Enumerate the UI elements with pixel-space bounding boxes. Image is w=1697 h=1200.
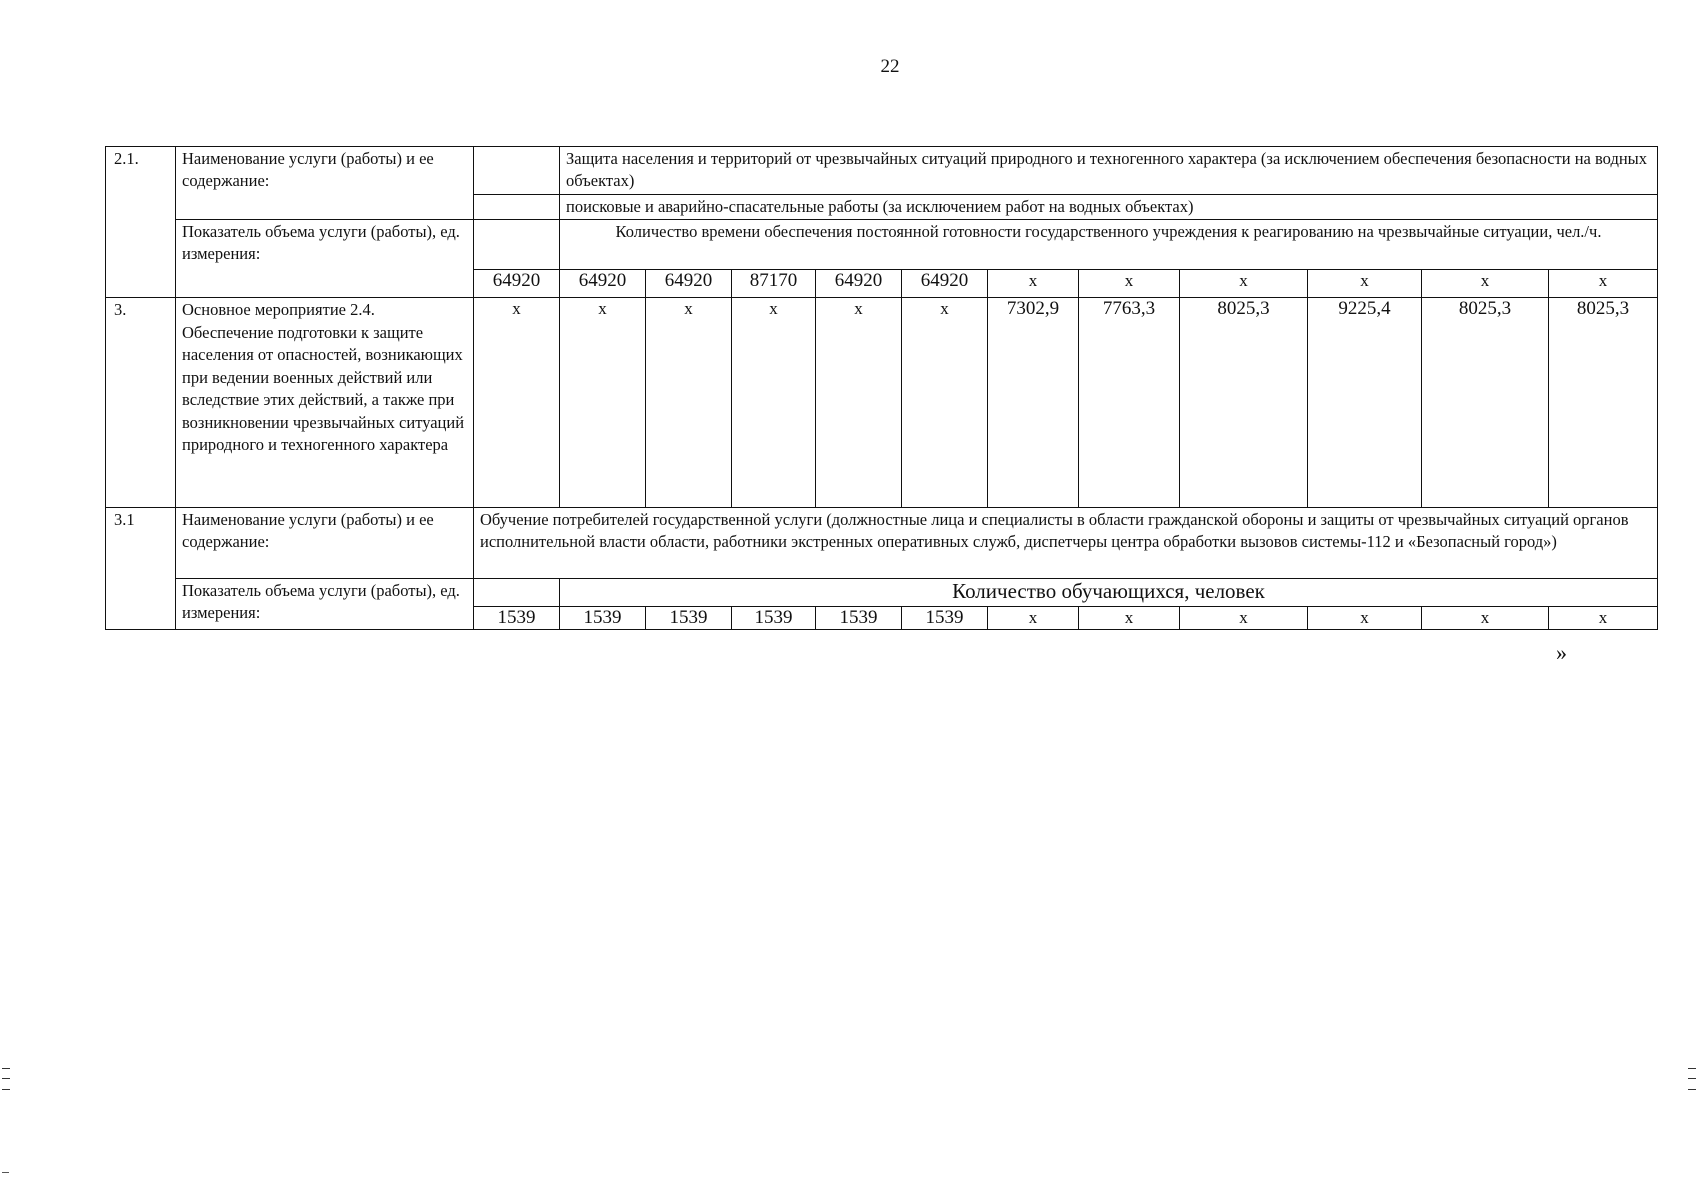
- value-cell: x: [1549, 270, 1658, 298]
- value-cell: x: [902, 298, 988, 508]
- row-number: 3.1: [106, 508, 176, 630]
- value-cell: 9225,4: [1308, 298, 1422, 508]
- value-cell: 8025,3: [1422, 298, 1549, 508]
- row-number: 3.: [106, 298, 176, 508]
- table-row: [106, 298, 1658, 508]
- value-cell: 1539: [560, 607, 646, 630]
- value-cell: 1539: [646, 607, 732, 630]
- value-cell: 8025,3: [1549, 298, 1658, 508]
- service-content: поисковые и аварийно-спасательные работы (за исключением работ на водных объектах): [560, 195, 1658, 220]
- value-cell: 64920: [646, 270, 732, 298]
- margin-dash-mark: [2, 1172, 9, 1173]
- value-cell: 1539: [732, 607, 816, 630]
- program-table: [105, 146, 1658, 630]
- value-cell: x: [1180, 270, 1308, 298]
- value-cell: 1539: [902, 607, 988, 630]
- value-cell: 64920: [902, 270, 988, 298]
- value-cell: 8025,3: [1180, 298, 1308, 508]
- indicator-label: Показатель объема услуги (работы), ед. измерения:: [176, 579, 474, 630]
- value-cell: x: [1308, 270, 1422, 298]
- value-cell: x: [1422, 607, 1549, 630]
- value-cell: 64920: [560, 270, 646, 298]
- table-row: [106, 147, 1658, 195]
- margin-tick-mark: [2, 1068, 10, 1090]
- value-cell: x: [646, 298, 732, 508]
- value-cell: x: [1180, 607, 1308, 630]
- row-number: 2.1.: [106, 147, 176, 298]
- value-cell: x: [1079, 607, 1180, 630]
- value-cell: x: [1422, 270, 1549, 298]
- value-cell: 87170: [732, 270, 816, 298]
- margin-tick-mark: [1688, 1068, 1696, 1090]
- value-cell: x: [560, 298, 646, 508]
- activity-title: Основное мероприятие 2.4. Обеспечение подготовки к защите населения от опасностей, возникающих при ведении военных действий или вследствие этих действий, а также при возникновении чрезвычайных ситуаций природного и техногенного характера: [176, 298, 474, 508]
- value-cell: x: [474, 298, 560, 508]
- value-cell: x: [816, 298, 902, 508]
- value-cell: x: [1549, 607, 1658, 630]
- value-cell: x: [988, 270, 1079, 298]
- service-name: Обучение потребителей государственной услуги (должностные лица и специалисты в области гражданской обороны и защиты от чрезвычайных ситуаций органов исполнительной власти области, работники экстренных оперативных служб, диспетчеры центра обработки вызовов системы-112 и «Безопасный город»): [474, 508, 1658, 579]
- value-cell: x: [1079, 270, 1180, 298]
- service-label: Наименование услуги (работы) и ее содержание:: [176, 147, 474, 220]
- closing-quote: »: [1556, 640, 1567, 665]
- service-name: Защита населения и территорий от чрезвычайных ситуаций природного и техногенного характера (за исключением обеспечения безопасности на водных объектах): [560, 147, 1658, 195]
- value-cell: 7763,3: [1079, 298, 1180, 508]
- value-cell: x: [732, 298, 816, 508]
- page-number: 22: [880, 56, 900, 77]
- indicator-name: Количество обучающихся, человек: [560, 579, 1658, 607]
- indicator-name: Количество времени обеспечения постоянной готовности государственного учреждения к реагированию на чрезвычайные ситуации, чел./ч.: [560, 220, 1658, 270]
- value-cell: 1539: [474, 607, 560, 630]
- value-cell: 1539: [816, 607, 902, 630]
- table-row: [106, 579, 1658, 607]
- value-cell: x: [1308, 607, 1422, 630]
- value-cell: 64920: [474, 270, 560, 298]
- service-label: Наименование услуги (работы) и ее содержание:: [176, 508, 474, 579]
- value-cell: x: [988, 607, 1079, 630]
- table-row: [106, 220, 1658, 270]
- value-cell: 7302,9: [988, 298, 1079, 508]
- table-row: [106, 508, 1658, 579]
- value-cell: 64920: [816, 270, 902, 298]
- indicator-label: Показатель объема услуги (работы), ед. измерения:: [176, 220, 474, 298]
